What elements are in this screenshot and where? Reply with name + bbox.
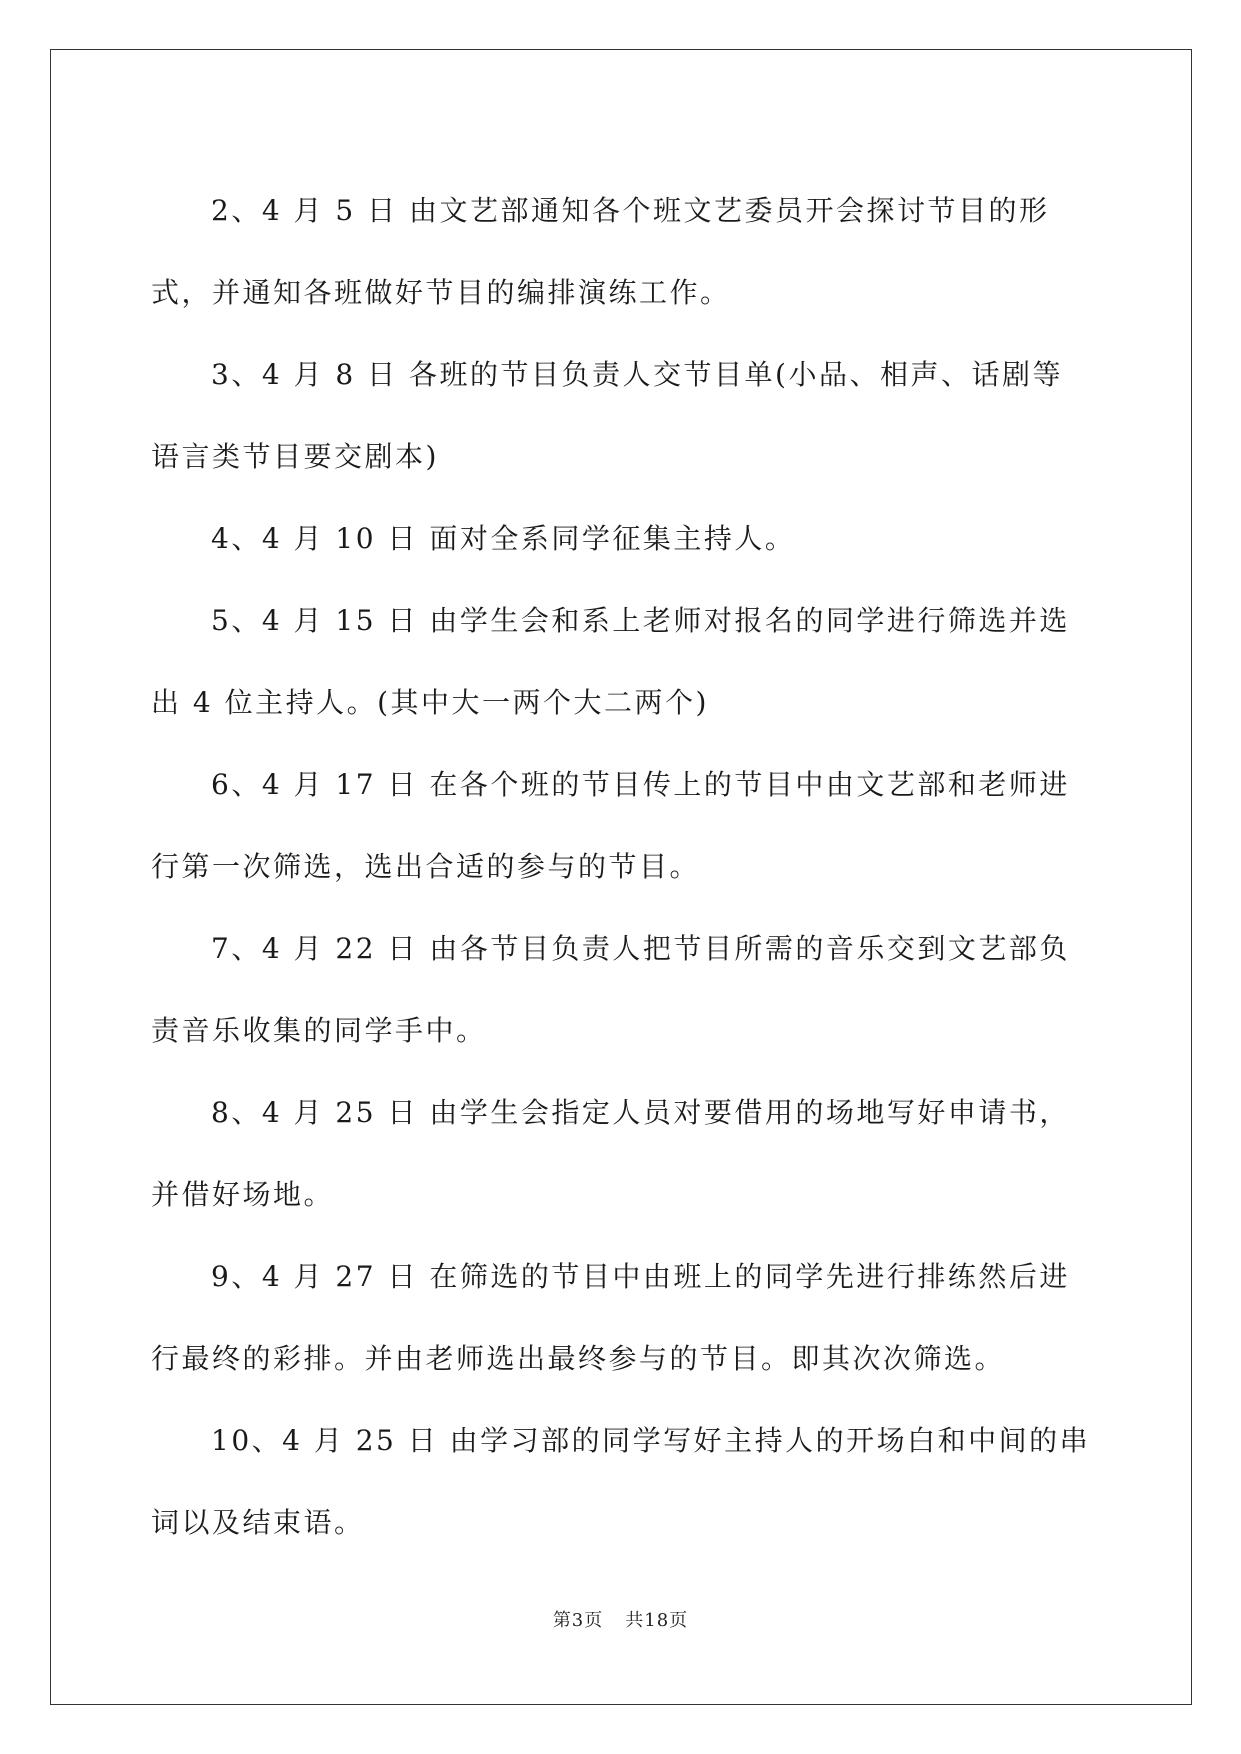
paragraph: 10、4 月 25 日 由学习部的同学写好主持人的开场白和中间的串词以及结束语。 (151, 1424, 1091, 1539)
paragraph: 6、4 月 17 日 在各个班的节目传上的节目中由文艺部和老师进行第一次筛选，选出合适的参与的节目。 (151, 768, 1070, 883)
paragraph: 3、4 月 8 日 各班的节目负责人交节目单(小品、相声、话剧等语言类节目要交剧本) (151, 358, 1063, 473)
page-number-current: 第3页 (552, 1610, 604, 1631)
paragraph: 5、4 月 15 日 由学生会和系上老师对报名的同学进行筛选并选出 4 位主持人。(其中大一两个大二两个) (151, 604, 1070, 719)
page-number-total: 共18页 (625, 1610, 689, 1631)
paragraph: 7、4 月 22 日 由各节目负责人把节目所需的音乐交到文艺部负责音乐收集的同学手中。 (151, 932, 1070, 1047)
page-footer (0, 1609, 1241, 1633)
document-body (151, 170, 1091, 1564)
paragraph: 4、4 月 10 日 面对全系同学征集主持人。 (211, 522, 796, 555)
paragraph: 8、4 月 25 日 由学生会指定人员对要借用的场地写好申请书，并借好场地。 (151, 1096, 1070, 1211)
paragraph: 2、4 月 5 日 由文艺部通知各个班文艺委员开会探讨节目的形式，并通知各班做好节目的编排演练工作。 (151, 194, 1050, 309)
paragraph: 9、4 月 27 日 在筛选的节目中由班上的同学先进行排练然后进行最终的彩排。并由老师选出最终参与的节目。即其次次筛选。 (151, 1260, 1070, 1375)
